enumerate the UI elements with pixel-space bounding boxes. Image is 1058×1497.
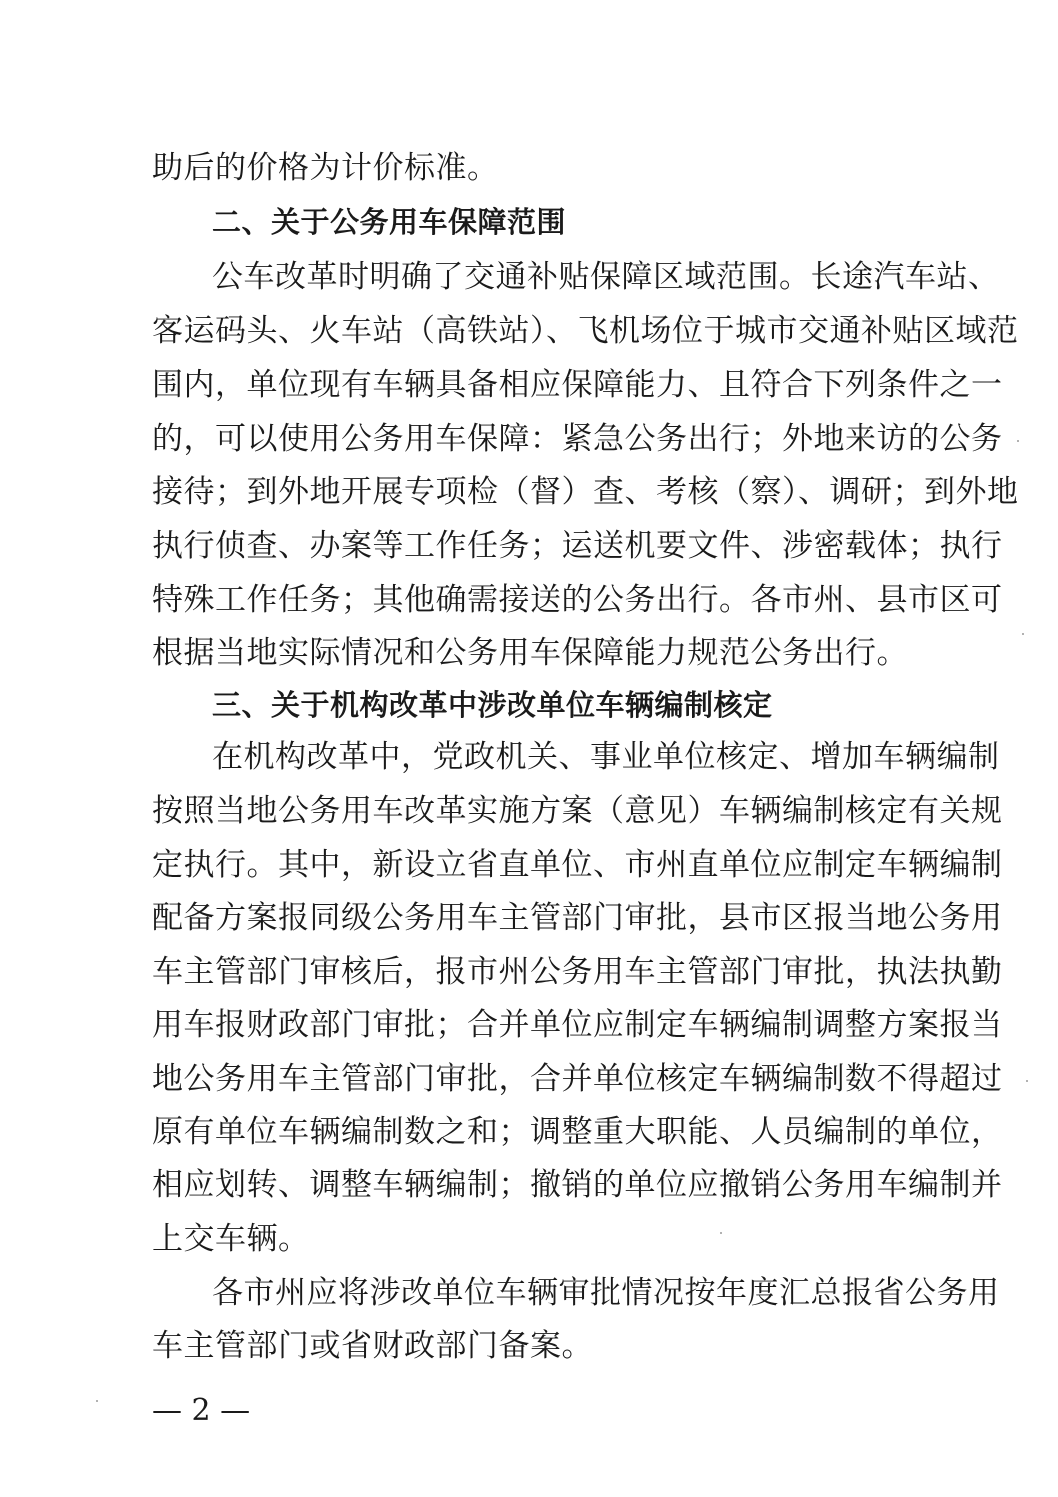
paragraph-line: 的，可以使用公务用车保障：紧急公务出行；外地来访的公务 [152, 421, 1003, 457]
paragraph-line: 根据当地实际情况和公务用车保障能力规范公务出行。 [152, 635, 908, 671]
paragraph-line: 上交车辆。 [152, 1221, 310, 1257]
paragraph-line: 客运码头、火车站（高铁站）、飞机场位于城市交通补贴区域范 [152, 313, 1019, 349]
paragraph-line: 原有单位车辆编制数之和；调整重大职能、人员编制的单位， [152, 1114, 1003, 1150]
scan-speck [1026, 1080, 1028, 1082]
paragraph-line: 配备方案报同级公务用车主管部门审批，县市区报当地公务用 [152, 900, 1003, 936]
page-number: — 2 — [152, 1393, 251, 1428]
paragraph-line: 各市州应将涉改单位车辆审批情况按年度汇总报省公务用 [212, 1275, 1000, 1311]
scan-speck [720, 1232, 722, 1234]
paragraph-line: 定执行。其中，新设立省直单位、市州直单位应制定车辆编制 [152, 847, 1003, 883]
scan-speck [1022, 633, 1024, 635]
section-heading: 二、关于公务用车保障范围 [212, 205, 567, 239]
paragraph-line: 在机构改革中，党政机关、事业单位核定、增加车辆编制 [212, 739, 1000, 775]
paragraph-line: 执行侦查、办案等工作任务；运送机要文件、涉密载体；执行 [152, 528, 1003, 564]
paragraph-line: 公车改革时明确了交通补贴保障区域范围。长途汽车站、 [212, 259, 1000, 295]
paragraph-line: 围内，单位现有车辆具备相应保障能力、且符合下列条件之一 [152, 367, 1003, 403]
paragraph-line: 特殊工作任务；其他确需接送的公务出行。各市州、县市区可 [152, 582, 1003, 618]
paragraph-line: 按照当地公务用车改革实施方案（意见）车辆编制核定有关规 [152, 793, 1003, 829]
paragraph-line: 地公务用车主管部门审批，合并单位核定车辆编制数不得超过 [152, 1061, 1003, 1097]
section-heading: 三、关于机构改革中涉改单位车辆编制核定 [212, 688, 773, 722]
paragraph-line: 车主管部门或省财政部门备案。 [152, 1328, 593, 1364]
paragraph-line: 相应划转、调整车辆编制；撤销的单位应撤销公务用车编制并 [152, 1167, 1003, 1203]
paragraph-line: 接待；到外地开展专项检（督）查、考核（察）、调研；到外地 [152, 474, 1019, 510]
paragraph-line: 助后的价格为计价标准。 [152, 150, 499, 186]
paragraph-line: 车主管部门审核后，报市州公务用车主管部门审批，执法执勤 [152, 954, 1003, 990]
scan-speck [1017, 440, 1019, 442]
paragraph-line: 用车报财政部门审批；合并单位应制定车辆编制调整方案报当 [152, 1007, 1003, 1043]
scan-speck [96, 1400, 98, 1402]
